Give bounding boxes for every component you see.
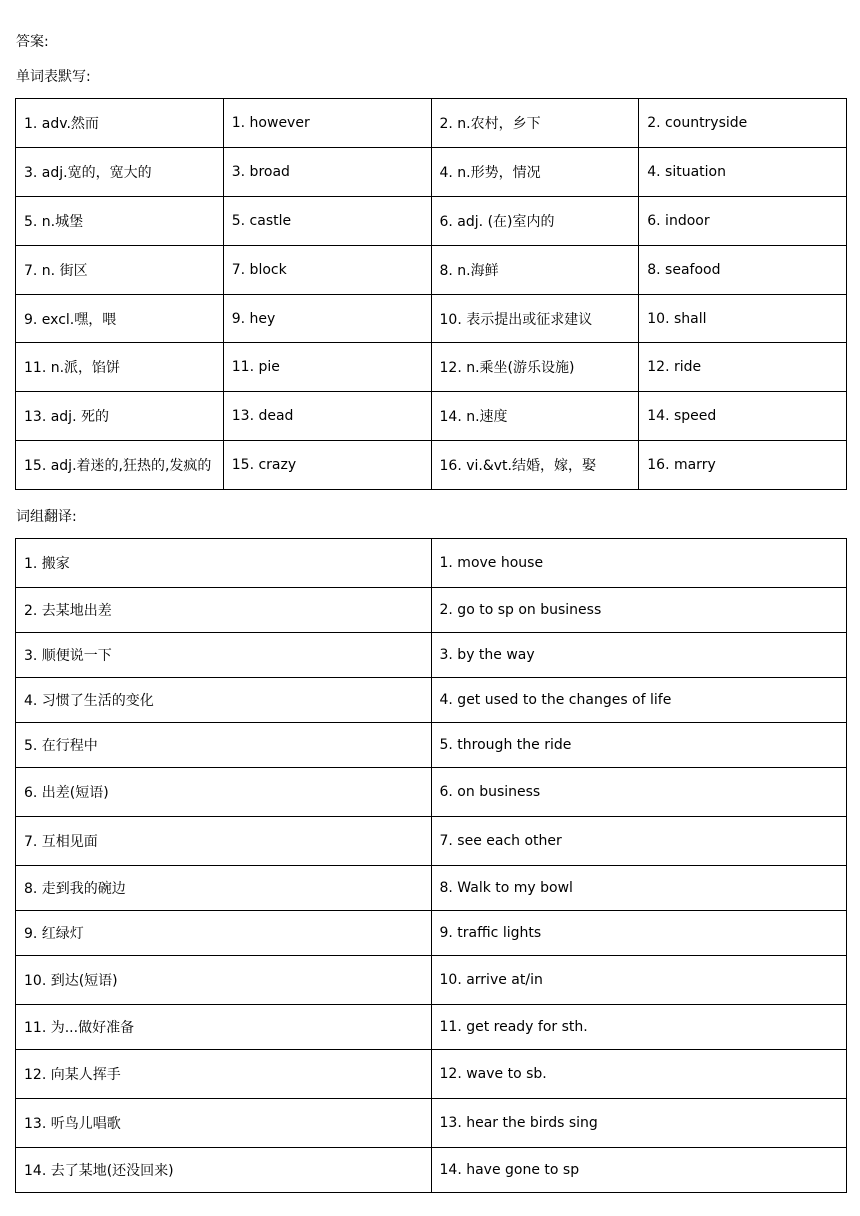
table-cell: 7. 互相见面 bbox=[16, 817, 432, 866]
table-cell: 14. have gone to sp bbox=[431, 1148, 847, 1193]
table-cell: 6. adj. (在)室内的 bbox=[431, 196, 639, 245]
table-cell: 6. 出差(短语) bbox=[16, 768, 432, 817]
table-cell: 2. go to sp on business bbox=[431, 588, 847, 633]
table-row bbox=[16, 1099, 847, 1148]
table-cell: 10. shall bbox=[639, 294, 847, 343]
table-row bbox=[16, 392, 847, 441]
table-row bbox=[16, 196, 847, 245]
table-cell: 11. pie bbox=[223, 343, 431, 392]
table-cell: 3. 顺便说一下 bbox=[16, 633, 432, 678]
table-cell: 2. countryside bbox=[639, 99, 847, 148]
table-cell: 3. adj.宽的，宽大的 bbox=[16, 147, 224, 196]
table-row bbox=[16, 539, 847, 588]
table-row bbox=[16, 911, 847, 956]
table-cell: 13. dead bbox=[223, 392, 431, 441]
table-cell: 13. hear the birds sing bbox=[431, 1099, 847, 1148]
table-row bbox=[16, 343, 847, 392]
table-cell: 8. n.海鲜 bbox=[431, 245, 639, 294]
table-cell: 14. speed bbox=[639, 392, 847, 441]
table-cell: 5. through the ride bbox=[431, 723, 847, 768]
vocab-table bbox=[15, 98, 847, 490]
table-row bbox=[16, 294, 847, 343]
table-row bbox=[16, 866, 847, 911]
table-cell: 7. see each other bbox=[431, 817, 847, 866]
table-row bbox=[16, 1148, 847, 1193]
table-cell: 5. 在行程中 bbox=[16, 723, 432, 768]
table-cell: 1. adv.然而 bbox=[16, 99, 224, 148]
table-cell: 8. Walk to my bowl bbox=[431, 866, 847, 911]
table-cell: 9. traffic lights bbox=[431, 911, 847, 956]
table-row bbox=[16, 1050, 847, 1099]
table-cell: 5. castle bbox=[223, 196, 431, 245]
table-cell: 1. however bbox=[223, 99, 431, 148]
table-cell: 6. on business bbox=[431, 768, 847, 817]
table-cell: 1. move house bbox=[431, 539, 847, 588]
table-cell: 14. n.速度 bbox=[431, 392, 639, 441]
table-cell: 14. 去了某地(还没回来) bbox=[16, 1148, 432, 1193]
table-cell: 12. 向某人挥手 bbox=[16, 1050, 432, 1099]
phrase-heading: 词组翻译: bbox=[16, 509, 77, 525]
table-cell: 6. indoor bbox=[639, 196, 847, 245]
table-cell: 5. n.城堡 bbox=[16, 196, 224, 245]
answer-label: 答案: bbox=[16, 34, 49, 50]
table-cell: 13. adj. 死的 bbox=[16, 392, 224, 441]
table-cell: 12. wave to sb. bbox=[431, 1050, 847, 1099]
table-row bbox=[16, 245, 847, 294]
table-cell: 9. excl.嘿，喂 bbox=[16, 294, 224, 343]
table-cell: 10. arrive at/in bbox=[431, 956, 847, 1005]
table-cell: 15. adj.着迷的,狂热的,发疯的 bbox=[16, 441, 224, 490]
table-cell: 3. broad bbox=[223, 147, 431, 196]
table-row bbox=[16, 723, 847, 768]
table-cell: 12. n.乘坐(游乐设施) bbox=[431, 343, 639, 392]
phrase-table bbox=[15, 538, 847, 1193]
table-cell: 13. 听鸟儿唱歌 bbox=[16, 1099, 432, 1148]
table-cell: 11. n.派，馅饼 bbox=[16, 343, 224, 392]
table-cell: 1. 搬家 bbox=[16, 539, 432, 588]
table-row bbox=[16, 956, 847, 1005]
table-row bbox=[16, 817, 847, 866]
table-cell: 7. block bbox=[223, 245, 431, 294]
table-cell: 16. marry bbox=[639, 441, 847, 490]
table-cell: 4. situation bbox=[639, 147, 847, 196]
table-cell: 7. n. 街区 bbox=[16, 245, 224, 294]
table-cell: 4. 习惯了生活的变化 bbox=[16, 678, 432, 723]
vocab-heading: 单词表默写: bbox=[16, 69, 91, 85]
table-cell: 8. seafood bbox=[639, 245, 847, 294]
table-row bbox=[16, 99, 847, 148]
table-row bbox=[16, 147, 847, 196]
table-cell: 10. 到达(短语) bbox=[16, 956, 432, 1005]
table-cell: 9. 红绿灯 bbox=[16, 911, 432, 956]
table-row bbox=[16, 1005, 847, 1050]
table-row bbox=[16, 588, 847, 633]
table-cell: 11. get ready for sth. bbox=[431, 1005, 847, 1050]
table-cell: 10. 表示提出或征求建议 bbox=[431, 294, 639, 343]
table-row bbox=[16, 768, 847, 817]
table-row bbox=[16, 441, 847, 490]
table-cell: 15. crazy bbox=[223, 441, 431, 490]
table-row bbox=[16, 678, 847, 723]
table-cell: 3. by the way bbox=[431, 633, 847, 678]
table-cell: 12. ride bbox=[639, 343, 847, 392]
table-cell: 2. n.农村，乡下 bbox=[431, 99, 639, 148]
table-cell: 4. get used to the changes of life bbox=[431, 678, 847, 723]
table-cell: 11. 为...做好准备 bbox=[16, 1005, 432, 1050]
table-cell: 2. 去某地出差 bbox=[16, 588, 432, 633]
table-cell: 8. 走到我的碗边 bbox=[16, 866, 432, 911]
table-cell: 4. n.形势，情况 bbox=[431, 147, 639, 196]
table-cell: 16. vi.&vt.结婚，嫁，娶 bbox=[431, 441, 639, 490]
table-cell: 9. hey bbox=[223, 294, 431, 343]
table-row bbox=[16, 633, 847, 678]
